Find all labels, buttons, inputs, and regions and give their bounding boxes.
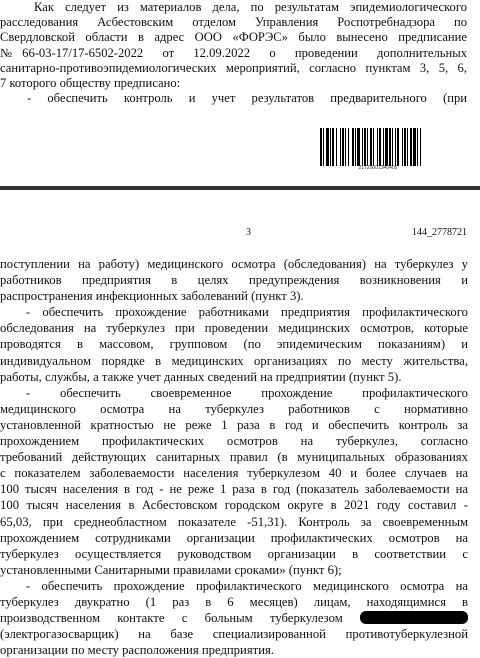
text-line: расследования Асбестовским отделом Управления Роспотребнадзора по [0, 15, 467, 30]
page-one-text [0, 0, 467, 106]
text-line: - обеспечить прохождение работниками предприятия профилактического [26, 305, 468, 320]
text-line: поступлении на работу) медицинского осмотра (обследования) на туберкулез у [0, 257, 468, 271]
page-one-fragment [0, 0, 480, 185]
text-line: - обеспечить своевременное прохождение профилактического [26, 385, 468, 400]
text-line: с показателем заболеваемости населения туберкулезом 40 и более случаев на [0, 466, 468, 481]
text-line: прохождением профилактических осмотров на туберкулез, согласно [0, 434, 468, 449]
text-line: распространения инфекционных заболеваний (пункт 3). [0, 289, 304, 304]
text-line: - обеспечить прохождение профилактического медицинского осмотра на [26, 578, 468, 593]
text-line: медицинского осмотра на туберкулез работников с нормативно [0, 401, 468, 416]
document-id: 144_2778721 [412, 227, 467, 238]
text-line: Свердловской области в адрес ООО «ФОРЭС» было вынесено предписание [0, 30, 467, 45]
redaction-mark [360, 611, 468, 624]
text-line: - обеспечить контроль и учет результатов предварительного (при [27, 91, 467, 106]
text-line: требований действующих санитарных правил (в муниципальных образованиях [0, 450, 468, 465]
text-line: организации по месту расположения предприятия. [0, 643, 274, 658]
barcode [320, 128, 436, 166]
text-line: санитарно-противоэпидемиологических мероприятий, согласно пунктам 3, 5, 6, [0, 60, 467, 75]
text-line: обследования на туберкулез при проведении медицинских осмотров, которые [0, 321, 468, 336]
page-two-body [0, 256, 480, 658]
text-line: прохождением сотрудниками организации профилактических осмотров на [0, 530, 468, 545]
text-line: 100 тысяч населения в год - не реже 1 раза в год (показатель заболеваемости на [0, 482, 468, 497]
text-line: индивидуальном порядке в медицинских организациях по месту жительства, [0, 353, 468, 368]
text-line: работы, службы, а также учет данных сведений на предприятии (пункт 5). [0, 369, 402, 384]
page-two [0, 190, 480, 658]
text-line: 65,03, при среднеобластном показателе -51,31). Контроль за своевременным [0, 514, 468, 529]
text-line: туберкулез двукратно (1 раз в 6 месяцев) лицам, находящимися в [0, 594, 468, 609]
text-line: работников предприятия в целях предупреждения возникновения и [0, 273, 468, 288]
text-line-with-redaction [0, 610, 468, 626]
text-line: установленной кратностью не реже 1 раза в год и обеспечить контроль за [0, 417, 468, 432]
text-line: установленными Санитарными правилами сроками» (пункт 6); [0, 562, 342, 577]
text-fragment: производственном контакте с больным туберкулезом [0, 611, 343, 626]
text-line: 100 тысяч населения в Асбестовском городском округе в 2021 году составил - [0, 498, 468, 513]
text-line: (электрогазосварщик) на базе специализированной противотуберкулезной [0, 627, 468, 642]
text-line: 7 которого обществу предписано: [0, 76, 181, 91]
text-line: №66-03-17/17-6502-2022 от 12.09.2022 о проведении дополнительных [0, 45, 467, 60]
barcode-number: 21720001340405 [358, 165, 398, 171]
text-line: Как следует из материалов дела, по результатам эпидемиологического [34, 0, 467, 14]
page-number: 3 [246, 227, 251, 238]
text-line: проводятся в массовом, групповом (по эпидемическим показаниям) и [0, 337, 468, 352]
text-line: туберкулез осуществляется руководством организации в соответствии с [0, 546, 468, 561]
